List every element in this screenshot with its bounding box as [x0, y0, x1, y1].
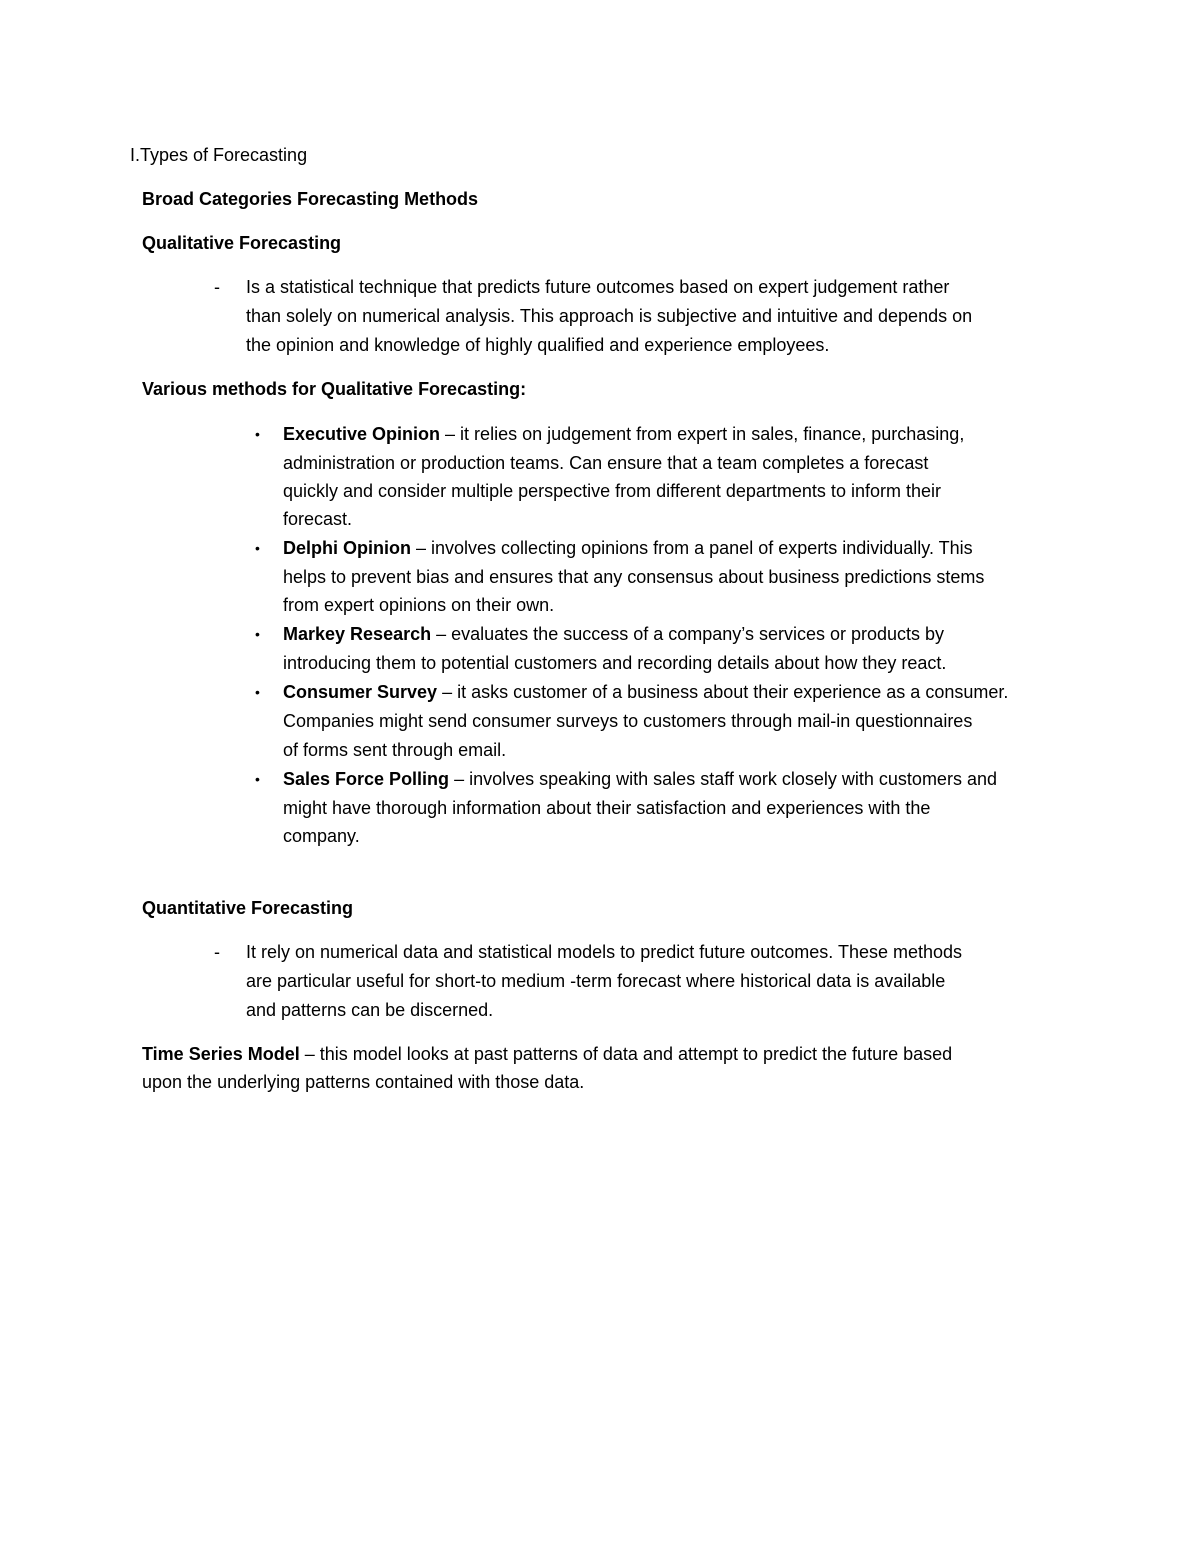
list-item-continuation: helps to prevent bias and ensures that any consensus about business predictions stems [283, 567, 985, 587]
list-item-term: Consumer Survey [283, 682, 438, 702]
dash-marker: - [214, 942, 220, 962]
list-item-continuation: from expert opinions on their own. [283, 595, 555, 615]
time-series-term: Time Series Model [142, 1044, 300, 1064]
list-item-text: – involves collecting opinions from a panel of experts individually. This [411, 538, 973, 558]
list-item-term: Delphi Opinion [283, 538, 411, 558]
time-series-paragraph [142, 1040, 952, 1069]
list-item-text: – involves speaking with sales staff work closely with customers and [449, 769, 997, 789]
qualitative-line-3: the opinion and knowledge of highly qualified and experience employees. [246, 335, 830, 355]
list-item-continuation: administration or production teams. Can ensure that a team completes a forecast [283, 453, 929, 473]
list-item-consumer-survey [283, 678, 1008, 707]
qualitative-line-2: than solely on numerical analysis. This approach is subjective and intuitive and depends on [246, 306, 973, 326]
bullet-icon: • [255, 626, 260, 642]
list-item-continuation: quickly and consider multiple perspective from different departments to inform their [283, 481, 941, 501]
list-item-executive-opinion [283, 420, 964, 449]
list-item-continuation: of forms sent through email. [283, 740, 507, 760]
quantitative-title: Quantitative Forecasting [142, 898, 354, 918]
bullet-icon: • [255, 684, 260, 700]
quantitative-line-3: and patterns can be discerned. [246, 1000, 494, 1020]
list-item-continuation: Companies might send consumer surveys to customers through mail-in questionnaires [283, 711, 973, 731]
time-series-continuation: upon the underlying patterns contained with those data. [142, 1072, 585, 1092]
document-heading: I.Types of Forecasting [130, 145, 308, 165]
dash-marker: - [214, 277, 220, 297]
list-item-continuation: might have thorough information about their satisfaction and experiences with the [283, 798, 931, 818]
bullet-icon: • [255, 426, 260, 442]
section-subheading: Broad Categories Forecasting Methods [142, 189, 479, 209]
list-item-text: – it asks customer of a business about their experience as a consumer. [437, 682, 1009, 702]
bullet-icon: • [255, 771, 260, 787]
list-item-delphi-opinion [283, 534, 973, 563]
quantitative-line-1: It rely on numerical data and statistical models to predict future outcomes. These methods [246, 942, 963, 962]
time-series-text: – this model looks at past patterns of data and attempt to predict the future based [299, 1044, 953, 1064]
list-item-continuation: company. [283, 826, 360, 846]
methods-title: Various methods for Qualitative Forecasting: [142, 379, 527, 399]
list-item-text: – it relies on judgement from expert in sales, finance, purchasing, [440, 424, 965, 444]
list-item-continuation: introducing them to potential customers and recording details about how they react. [283, 653, 947, 673]
list-item-term: Markey Research [283, 624, 432, 644]
list-item-markey-research [283, 620, 944, 649]
list-item-sales-force-polling [283, 765, 997, 794]
list-item-term: Sales Force Polling [283, 769, 450, 789]
bullet-icon: • [255, 540, 260, 556]
list-item-continuation: forecast. [283, 509, 353, 529]
qualitative-line-1: Is a statistical technique that predicts future outcomes based on expert judgement rather [246, 277, 950, 297]
quantitative-line-2: are particular useful for short-to medium -term forecast where historical data is available [246, 971, 946, 991]
list-item-term: Executive Opinion [283, 424, 441, 444]
qualitative-title: Qualitative Forecasting [142, 233, 342, 253]
list-item-text: – evaluates the success of a company’s services or products by [431, 624, 945, 644]
